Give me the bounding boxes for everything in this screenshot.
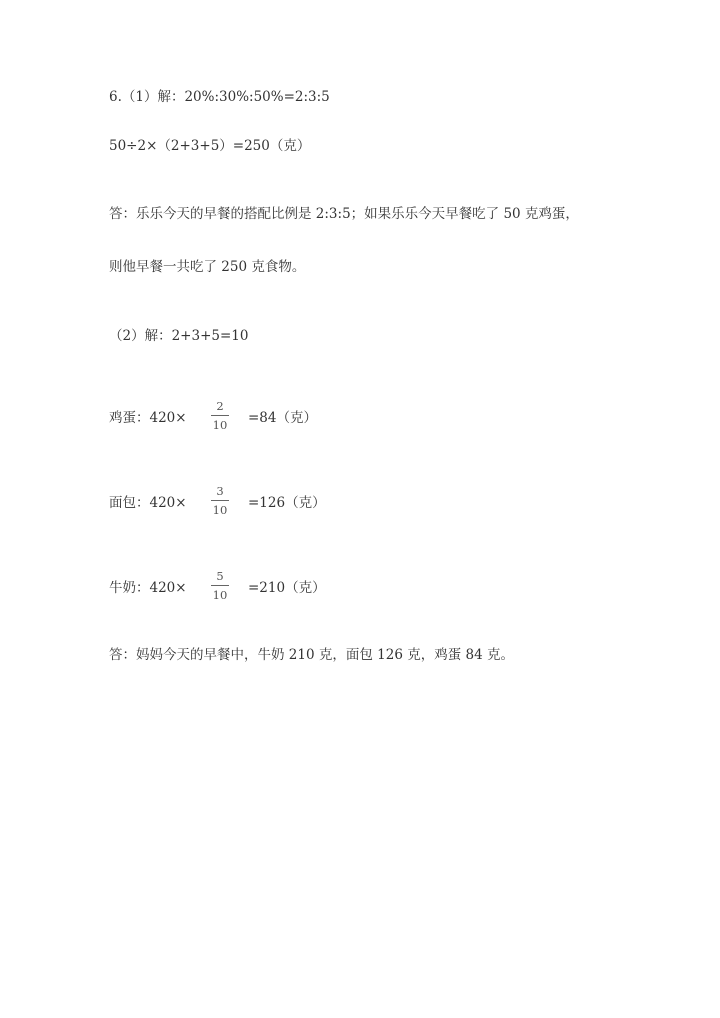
q1-answer-line-2: 则他早餐一共吃了 250 克食物。 xyxy=(109,259,306,275)
q1-calculation-line: 50÷2×（2+3+5）=250（克） xyxy=(109,138,311,154)
egg-fraction-denominator: 10 xyxy=(212,418,228,432)
q1-answer-line-1: 答：乐乐今天的早餐的搭配比例是 2:3:5；如果乐乐今天早餐吃了 50 克鸡蛋， xyxy=(109,206,579,222)
egg-fraction xyxy=(211,399,229,432)
fraction-bar xyxy=(211,415,229,416)
egg-result: =84（克） xyxy=(248,410,317,426)
q2-solution-line: （2）解：2+3+5=10 xyxy=(109,328,249,344)
egg-fraction-numerator: 2 xyxy=(216,399,224,413)
milk-fraction xyxy=(211,569,229,602)
bread-fraction-numerator: 3 xyxy=(216,484,224,498)
milk-prefix: 牛奶：420× xyxy=(109,580,187,596)
bread-fraction-denominator: 10 xyxy=(212,503,228,517)
milk-result: =210（克） xyxy=(248,580,326,596)
milk-fraction-denominator: 10 xyxy=(212,588,228,602)
q1-solution-line: 6.（1）解：20%:30%:50%=2:3:5 xyxy=(109,89,330,105)
bread-result: =126（克） xyxy=(248,495,326,511)
milk-fraction-numerator: 5 xyxy=(216,569,224,583)
fraction-bar xyxy=(211,585,229,586)
q2-answer-line: 答：妈妈今天的早餐中，牛奶 210 克，面包 126 克，鸡蛋 84 克。 xyxy=(109,647,514,663)
fraction-bar xyxy=(211,500,229,501)
egg-prefix: 鸡蛋：420× xyxy=(109,410,187,426)
bread-prefix: 面包：420× xyxy=(109,495,187,511)
bread-fraction xyxy=(211,484,229,517)
